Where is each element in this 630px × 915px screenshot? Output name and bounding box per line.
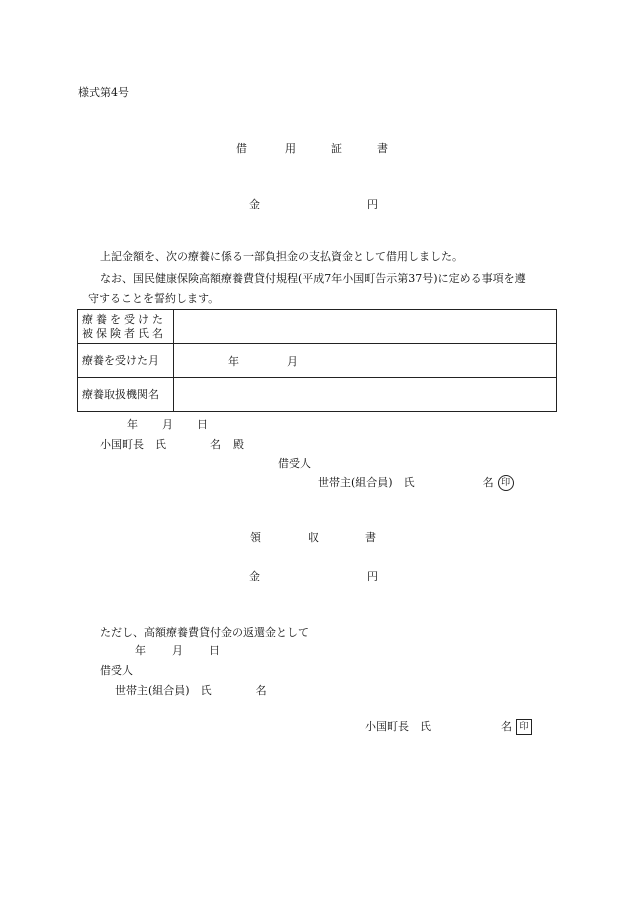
receipt-month-unit: 月 bbox=[172, 644, 183, 657]
medical-institution-label: 療養取扱機関名 bbox=[78, 378, 174, 412]
borrower-label: 借受人 bbox=[278, 457, 311, 470]
insured-name-label bbox=[78, 310, 174, 344]
date-month-unit: 月 bbox=[162, 418, 173, 431]
receipt-mayor-signature bbox=[365, 719, 532, 735]
household-head-label: 世帯主(組合員) 氏 bbox=[318, 476, 415, 489]
treatment-month-value[interactable] bbox=[174, 344, 557, 378]
statement-paragraph-1: 上記金額を、次の療養に係る一部負担金の支払資金として借用しました。 bbox=[100, 250, 463, 263]
title-char-3: 証 bbox=[331, 142, 342, 155]
treatment-month-label: 療養を受けた月 bbox=[78, 344, 174, 378]
treatment-month-unit: 月 bbox=[287, 354, 298, 368]
receipt-household-head bbox=[115, 684, 267, 698]
receipt-day-unit: 日 bbox=[209, 644, 220, 657]
addressee-name: 名 bbox=[210, 438, 221, 451]
statement-paragraph-3: 守することを誓約します。 bbox=[88, 292, 220, 305]
table-row bbox=[78, 310, 557, 344]
addressee bbox=[100, 438, 244, 452]
table-row bbox=[78, 344, 557, 378]
receipt-mayor-name: 名 bbox=[501, 720, 512, 733]
receipt-date bbox=[135, 644, 220, 658]
addressee-prefix: 小国町長 氏 bbox=[100, 438, 166, 451]
date-day-unit: 日 bbox=[197, 418, 208, 431]
statement-paragraph-2: なお、国民健康保険高額療養費貸付規程(平成7年小国町告示第37号)に定める事項を遵 bbox=[100, 272, 526, 285]
receipt-paragraph: ただし、高額療養費貸付金の返還金として bbox=[100, 626, 309, 639]
receipt-amount-label: 金 bbox=[249, 570, 260, 583]
amount-unit: 円 bbox=[367, 198, 378, 211]
treatment-info-table bbox=[77, 309, 557, 412]
receipt-household-head-label: 世帯主(組合員) 氏 bbox=[115, 684, 212, 697]
title-char-1: 借 bbox=[236, 142, 247, 155]
form-number: 様式第4号 bbox=[78, 86, 129, 99]
table-row bbox=[78, 378, 557, 412]
certificate-date bbox=[127, 418, 208, 432]
insured-name-label-line-1: 療養を受けた bbox=[82, 312, 166, 326]
insured-name-value[interactable] bbox=[174, 310, 557, 344]
receipt-mayor-label: 小国町長 氏 bbox=[365, 720, 431, 733]
medical-institution-value[interactable] bbox=[174, 378, 557, 412]
receipt-title-char-3: 書 bbox=[365, 531, 376, 544]
seal-box-icon: 印 bbox=[516, 719, 532, 735]
receipt-borrower-label: 借受人 bbox=[100, 664, 133, 677]
seal-circle-icon: 印 bbox=[498, 475, 514, 491]
addressee-suffix: 殿 bbox=[233, 438, 244, 451]
title-char-2: 用 bbox=[285, 142, 296, 155]
receipt-amount-unit: 円 bbox=[367, 570, 378, 583]
date-year-unit: 年 bbox=[127, 418, 138, 431]
receipt-year-unit: 年 bbox=[135, 644, 146, 657]
receipt-household-head-name: 名 bbox=[255, 684, 267, 697]
household-head-signature bbox=[318, 475, 514, 491]
title-char-4: 書 bbox=[377, 142, 388, 155]
receipt-title-char-2: 収 bbox=[308, 531, 319, 544]
household-head-name: 名 bbox=[482, 476, 494, 489]
receipt-title-char-1: 領 bbox=[250, 531, 261, 544]
treatment-year-unit: 年 bbox=[228, 354, 239, 368]
insured-name-label-line-2: 被保険者氏名 bbox=[82, 326, 166, 340]
amount-label: 金 bbox=[249, 198, 260, 211]
